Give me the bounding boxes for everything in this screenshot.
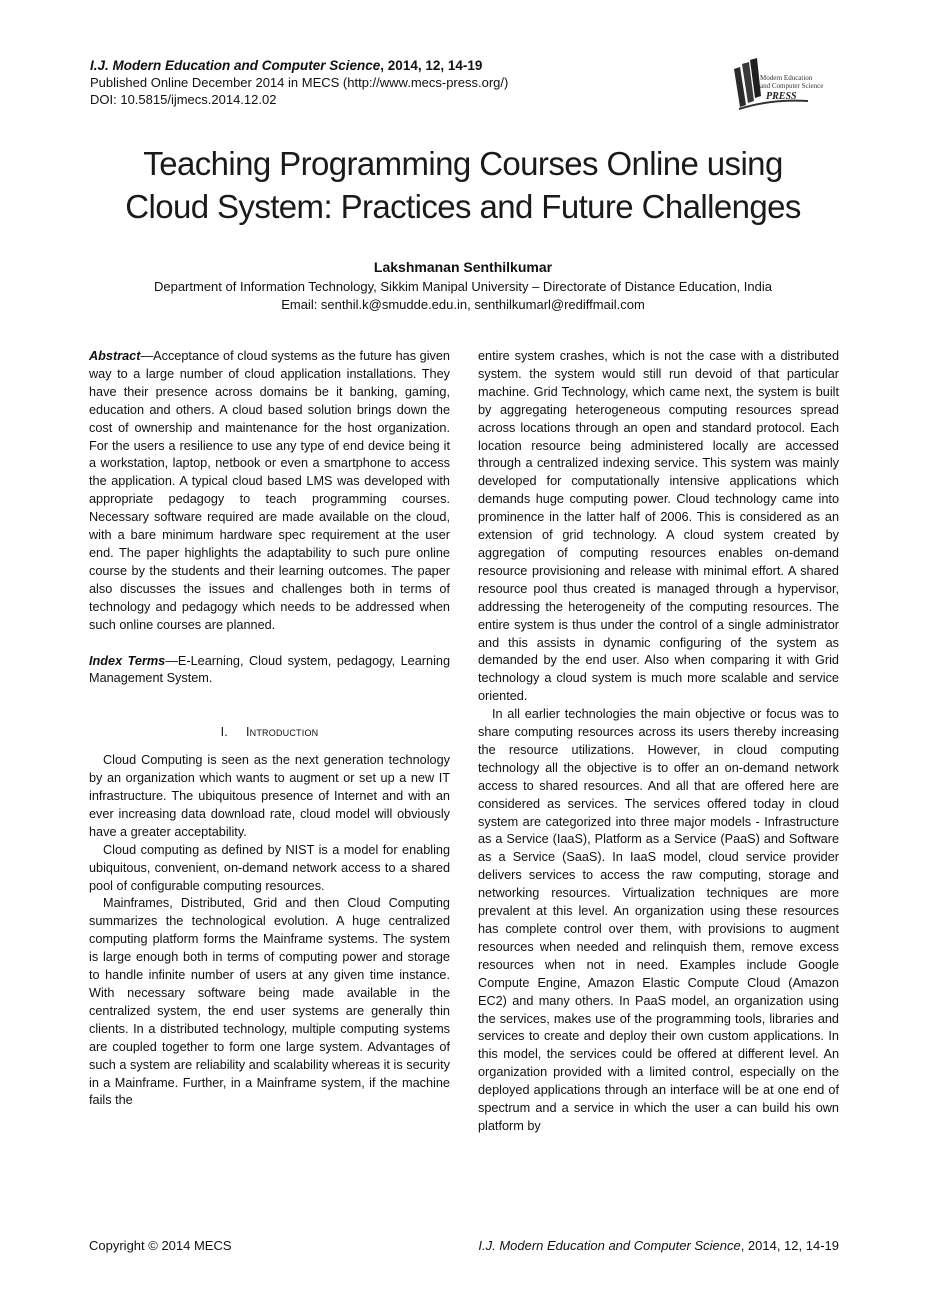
paragraph: entire system crashes, which is not the case with a distributed system. the system would still run devoid of that particular machine. Grid Technology, which came next, the system is built by aggregating heterogeneous computing resources spread across locations through an open and standard protocol. Each location resource being administered locally are accessed through a centralized indexing service. This system was mainly developed for computationally intensive applications which demands huge computing power. Cloud technology came into prominence in the latter half of 2006. This is considered as an extension of grid technology. A cloud system created by aggregation of computing resources enables on-demand resource provisioning and release with minimal effort. A shared resource pool thus created is managed through a hypervisor, addressing the heterogeneity of the computing resources. The entire system is thus under the control of a single administrator and this assists in dynamic configuring of the system as demanded by the end user. Also when comparing it with Grid technology a cloud system is much more scalable and service oriented.: [478, 349, 839, 704]
section-number: I.: [220, 725, 228, 740]
index-terms-text: E-Learning, Cloud system, pedagogy, Learning Management System.: [89, 653, 450, 686]
left-column: [89, 348, 450, 1110]
publisher-logo: [730, 55, 845, 115]
index-terms-dash: —: [165, 653, 178, 668]
right-column: [478, 348, 839, 1136]
logo-line-3: PRESS: [766, 91, 797, 102]
paragraph: Cloud computing as defined by NIST is a model for enabling ubiquitous, convenient, on-demand network access to a shared pool of configurable computing resources.: [89, 842, 450, 893]
title-line-2: Cloud System: Practices and Future Challenges: [125, 188, 801, 225]
abstract-dash: —: [140, 349, 154, 363]
abstract: [89, 348, 450, 635]
journal-header: [90, 57, 650, 108]
author-email: Email: senthil.k@smudde.edu.in, senthilkumarl@rediffmail.com: [281, 297, 645, 312]
footer-citation: [478, 1237, 839, 1254]
paragraph: In all earlier technologies the main objective or focus was to share computing resources across its users thereby increasing the resource utilizations. However, in cloud computing technology all the objective is to offer an on-demand network access to shared resources. And all that are offered here are considered as services. The services offered today in cloud system are categorized into three major models - Infrastructure as a Service (IaaS), Platform as a Service (PaaS) and Software as a Service (SaaS). In IaaS model, cloud service provider delivers services to access the raw computing, storage and networking resources. Virtualization techniques are more prevalent at this level. An organization using these resources has complete control over them, with provisions to augment resources when needed and relinquish them, remove excess resources when not in need. Examples include Google Compute Engine, Amazon Elastic Compute Cloud (Amazon EC2) and many others. In PaaS model, an organization using the services, makes use of the programming tools, libraries and services to create and deploy their own custom applications. In this model, the services could be offered at different level. An organization provided with a limited control, especially on the deployed applications through an interface will be at one end of spectrum and a service in which the user a can build his own platform by: [478, 707, 839, 1133]
abstract-label: Abstract: [89, 349, 141, 363]
abstract-text: Acceptance of cloud systems as the future has given way to a large number of cloud application installations. They have their presence across domains be it banking, gaming, education and others. A cloud based solution brings down the cost of ownership and maintenance for the host organization. For the users a resilience to use any type of end device being it a workstation, laptop, netbook or even a smartphone to access the application. A typical cloud based LMS was developed with appropriate pedagogy to teach programming courses. Necessary software required are made available on the cloud, with a bare minimum hardware spec requirement at the user end. The paper highlights the adaptability to such pure online course by the students and their learning outcomes. The paper also discusses the issues and challenges both in terms of technology and pedagogy which needs to be addressed when such online courses are planned.: [89, 349, 450, 632]
footer-journal: I.J. Modern Education and Computer Science: [478, 1238, 741, 1253]
title-line-1: Teaching Programming Courses Online using: [143, 145, 783, 182]
doi-line: DOI: 10.5815/ijmecs.2014.12.02: [90, 92, 277, 107]
paragraph: Mainframes, Distributed, Grid and then Cloud Computing summarizes the technological evolution. A huge centralized computing platform forms the Mainframe systems. The system is large enough both in terms of computing power and storage to handle infinite number of users at any given time instance. With necessary software being made available in the centralized system, the end user systems are generally thin clients. In a distributed technology, multiple computing systems are coupled together to form one large system. Advantages of such a system are reliability and scalability whereas it is security in a Mainframe. Further, in a Mainframe system, if the machine fails the: [89, 896, 450, 1108]
author-affiliation: Department of Information Technology, Sikkim Manipal University – Directorate of Distance Education, India: [153, 279, 773, 294]
paragraph: Cloud Computing is seen as the next generation technology by an organization which wants to augment or set up a new IT infrastructure. The ubiquitous presence of Internet and with an ever increasing data download rate, cloud model will obviously have a greater acceptability.: [89, 753, 450, 839]
index-terms-label: Index Terms: [89, 653, 166, 668]
footer-issue: , 2014, 12, 14-19: [740, 1238, 839, 1253]
logo-line-1: Modern Education: [760, 74, 813, 82]
paper-title: [60, 142, 866, 228]
index-terms: [89, 653, 450, 689]
author-name: Lakshmanan Senthilkumar: [373, 259, 553, 275]
journal-name: I.J. Modern Education and Computer Science: [90, 58, 381, 73]
section-title: Introduction: [245, 725, 319, 740]
logo-line-2: and Computer Science: [760, 82, 824, 90]
books-icon: [730, 55, 845, 115]
journal-issue: , 2014, 12, 14-19: [380, 58, 483, 73]
published-line: Published Online December 2014 in MECS (http://www.mecs-press.org/): [90, 75, 509, 90]
journal-citation: [90, 57, 650, 74]
section-heading: [89, 724, 450, 742]
footer-copyright: Copyright © 2014 MECS: [89, 1238, 232, 1253]
